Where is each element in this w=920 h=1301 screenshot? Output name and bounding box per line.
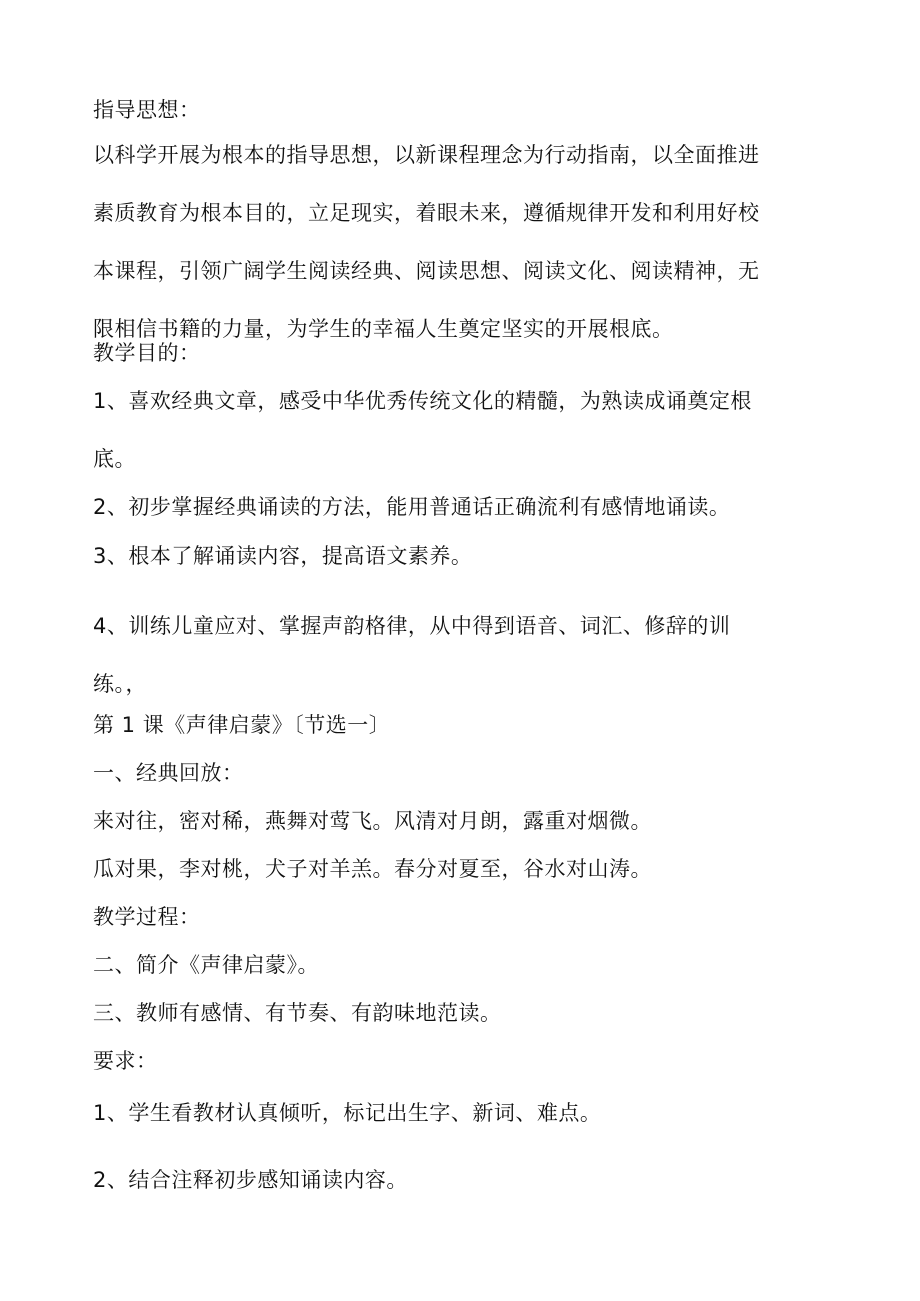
verse-line-1: 来对往，密对稀，燕舞对莺飞。风清对月朗，露重对烟微。 xyxy=(93,809,652,833)
goal-item-1 xyxy=(93,386,823,502)
lesson-title: 第 1 课《声律启蒙》〔节选一〕 xyxy=(93,713,391,737)
paragraph-line: 素质教育为根本目的，立足现实，着眼未来，遵循规律开发和利用好校 xyxy=(93,201,760,225)
goal-line: 4、训练儿童应对、掌握声韵格律，从中得到语音、词汇、修辞的训 xyxy=(93,614,731,638)
verse-line-2: 瓜对果，李对桃，犬子对羊羔。春分对夏至，谷水对山涛。 xyxy=(93,857,652,881)
teaching-goals-heading: 教学目的： xyxy=(93,341,201,365)
requirement-2: 2、结合注释初步感知诵读内容。 xyxy=(93,1168,408,1192)
section-classic-review: 一、经典回放： xyxy=(93,761,244,785)
teaching-process-heading: 教学过程： xyxy=(93,905,201,929)
goal-line: 1、喜欢经典文章，感受中华优秀传统文化的精髓，为熟读成诵奠定根 xyxy=(93,389,752,413)
goal-item-2: 2、初步掌握经典诵读的方法，能用普通话正确流利有感情地诵读。 xyxy=(93,495,731,519)
section-introduction: 二、简介《声律启蒙》。 xyxy=(93,953,319,977)
section-model-reading: 三、教师有感情、有节奏、有韵味地范读。 xyxy=(93,1001,502,1025)
paragraph-line: 限相信书籍的力量，为学生的幸福人生奠定坚实的开展根底。 xyxy=(93,317,674,341)
paragraph-line: 以科学开展为根本的指导思想，以新课程理念为行动指南，以全面推进 xyxy=(93,143,760,167)
paragraph-line: 本课程，引领广阔学生阅读经典、阅读思想、阅读文化、阅读精神，无 xyxy=(93,259,760,283)
goal-line: 练。， xyxy=(93,672,147,696)
guiding-thought-heading: 指导思想： xyxy=(93,98,201,122)
requirements-heading: 要求： xyxy=(93,1049,158,1073)
goal-line: 底。 xyxy=(93,447,136,471)
requirement-1: 1、学生看教材认真倾听，标记出生字、新词、难点。 xyxy=(93,1101,602,1125)
goal-item-3: 3、根本了解诵读内容，提高语文素养。 xyxy=(93,544,473,568)
guiding-thought-paragraph xyxy=(93,140,823,372)
